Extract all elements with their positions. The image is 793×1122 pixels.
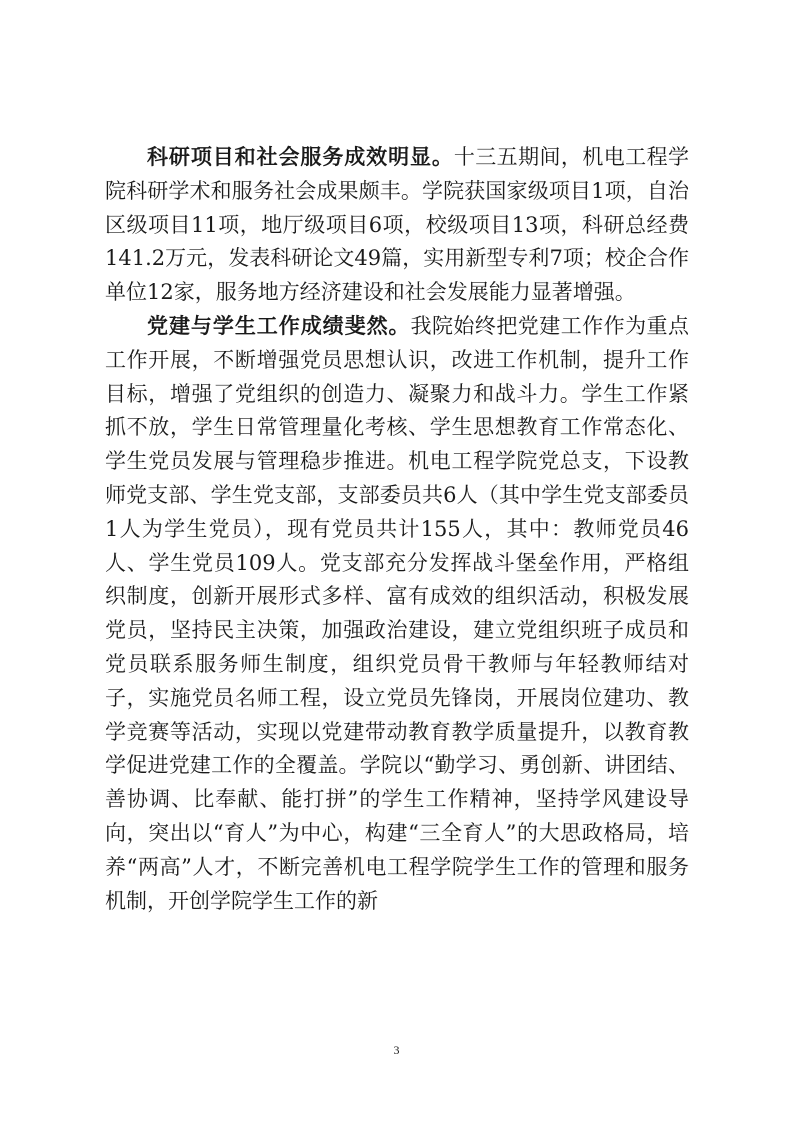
paragraph-research — [105, 141, 689, 310]
paragraph-heading-party-building: 党建与学生工作成绩斐然。 — [147, 313, 411, 338]
paragraph-heading-research: 科研项目和社会服务成效明显。 — [147, 145, 454, 169]
page-number: 3 — [393, 1043, 400, 1057]
paragraph-body-party-building: 我院始终把党建工作作为重点工作开展，不断增强党员思想认识，改进工作机制，提升工作目标，增强了党组织的创造力、凝聚力和战斗力。学生工作紧抓不放，学生日常管理量化考核、学生思想教育工作常态化、学生党员发展与管理稳步推进。机电工程学院党总支，下设教师党支部、学生党支部，支部委员共6人（其中学生党支部委员1人为学生党员），现有党员共计155人，其中：教师党员46人、学生党员109人。党支部充分发挥战斗堡垒作用，严格组织制度，创新开展形式多样、富有成效的组织活动，积极发展党员，坚持民主决策，加强政治建设，建立党组织班子成员和党员联系服务师生制度，组织党员骨干教师与年轻教师结对子，实施党员名师工程，设立党员先锋岗，开展岗位建功、教学竞赛等活动，实现以党建带动教育教学质量提升，以教育教学促进党建工作的全覆盖。学院以“勤学习、勇创新、讲团结、善协调、比奉献、能打拼”的学生工作精神，坚持学风建设导向，突出以“育人”为中心，构建“三全育人”的大思政格局，培养“两高”人才，不断完善机电工程学院学生工作的管理和服务机制，开创学院学生工作的新 — [105, 313, 689, 913]
body-text — [105, 141, 689, 918]
paragraph-party-building — [105, 310, 689, 918]
paragraph-body-research: 十三五期间，机电工程学院科研学术和服务社会成果颇丰。学院获国家级项目1项，自治区级项目11项，地厅级项目6项，校级项目13项，科研总经费141.2万元，发表科研论文49篇，实用新型专利7项；校企合作单位12家，服务地方经济建设和社会发展能力显著增强。 — [105, 145, 690, 305]
